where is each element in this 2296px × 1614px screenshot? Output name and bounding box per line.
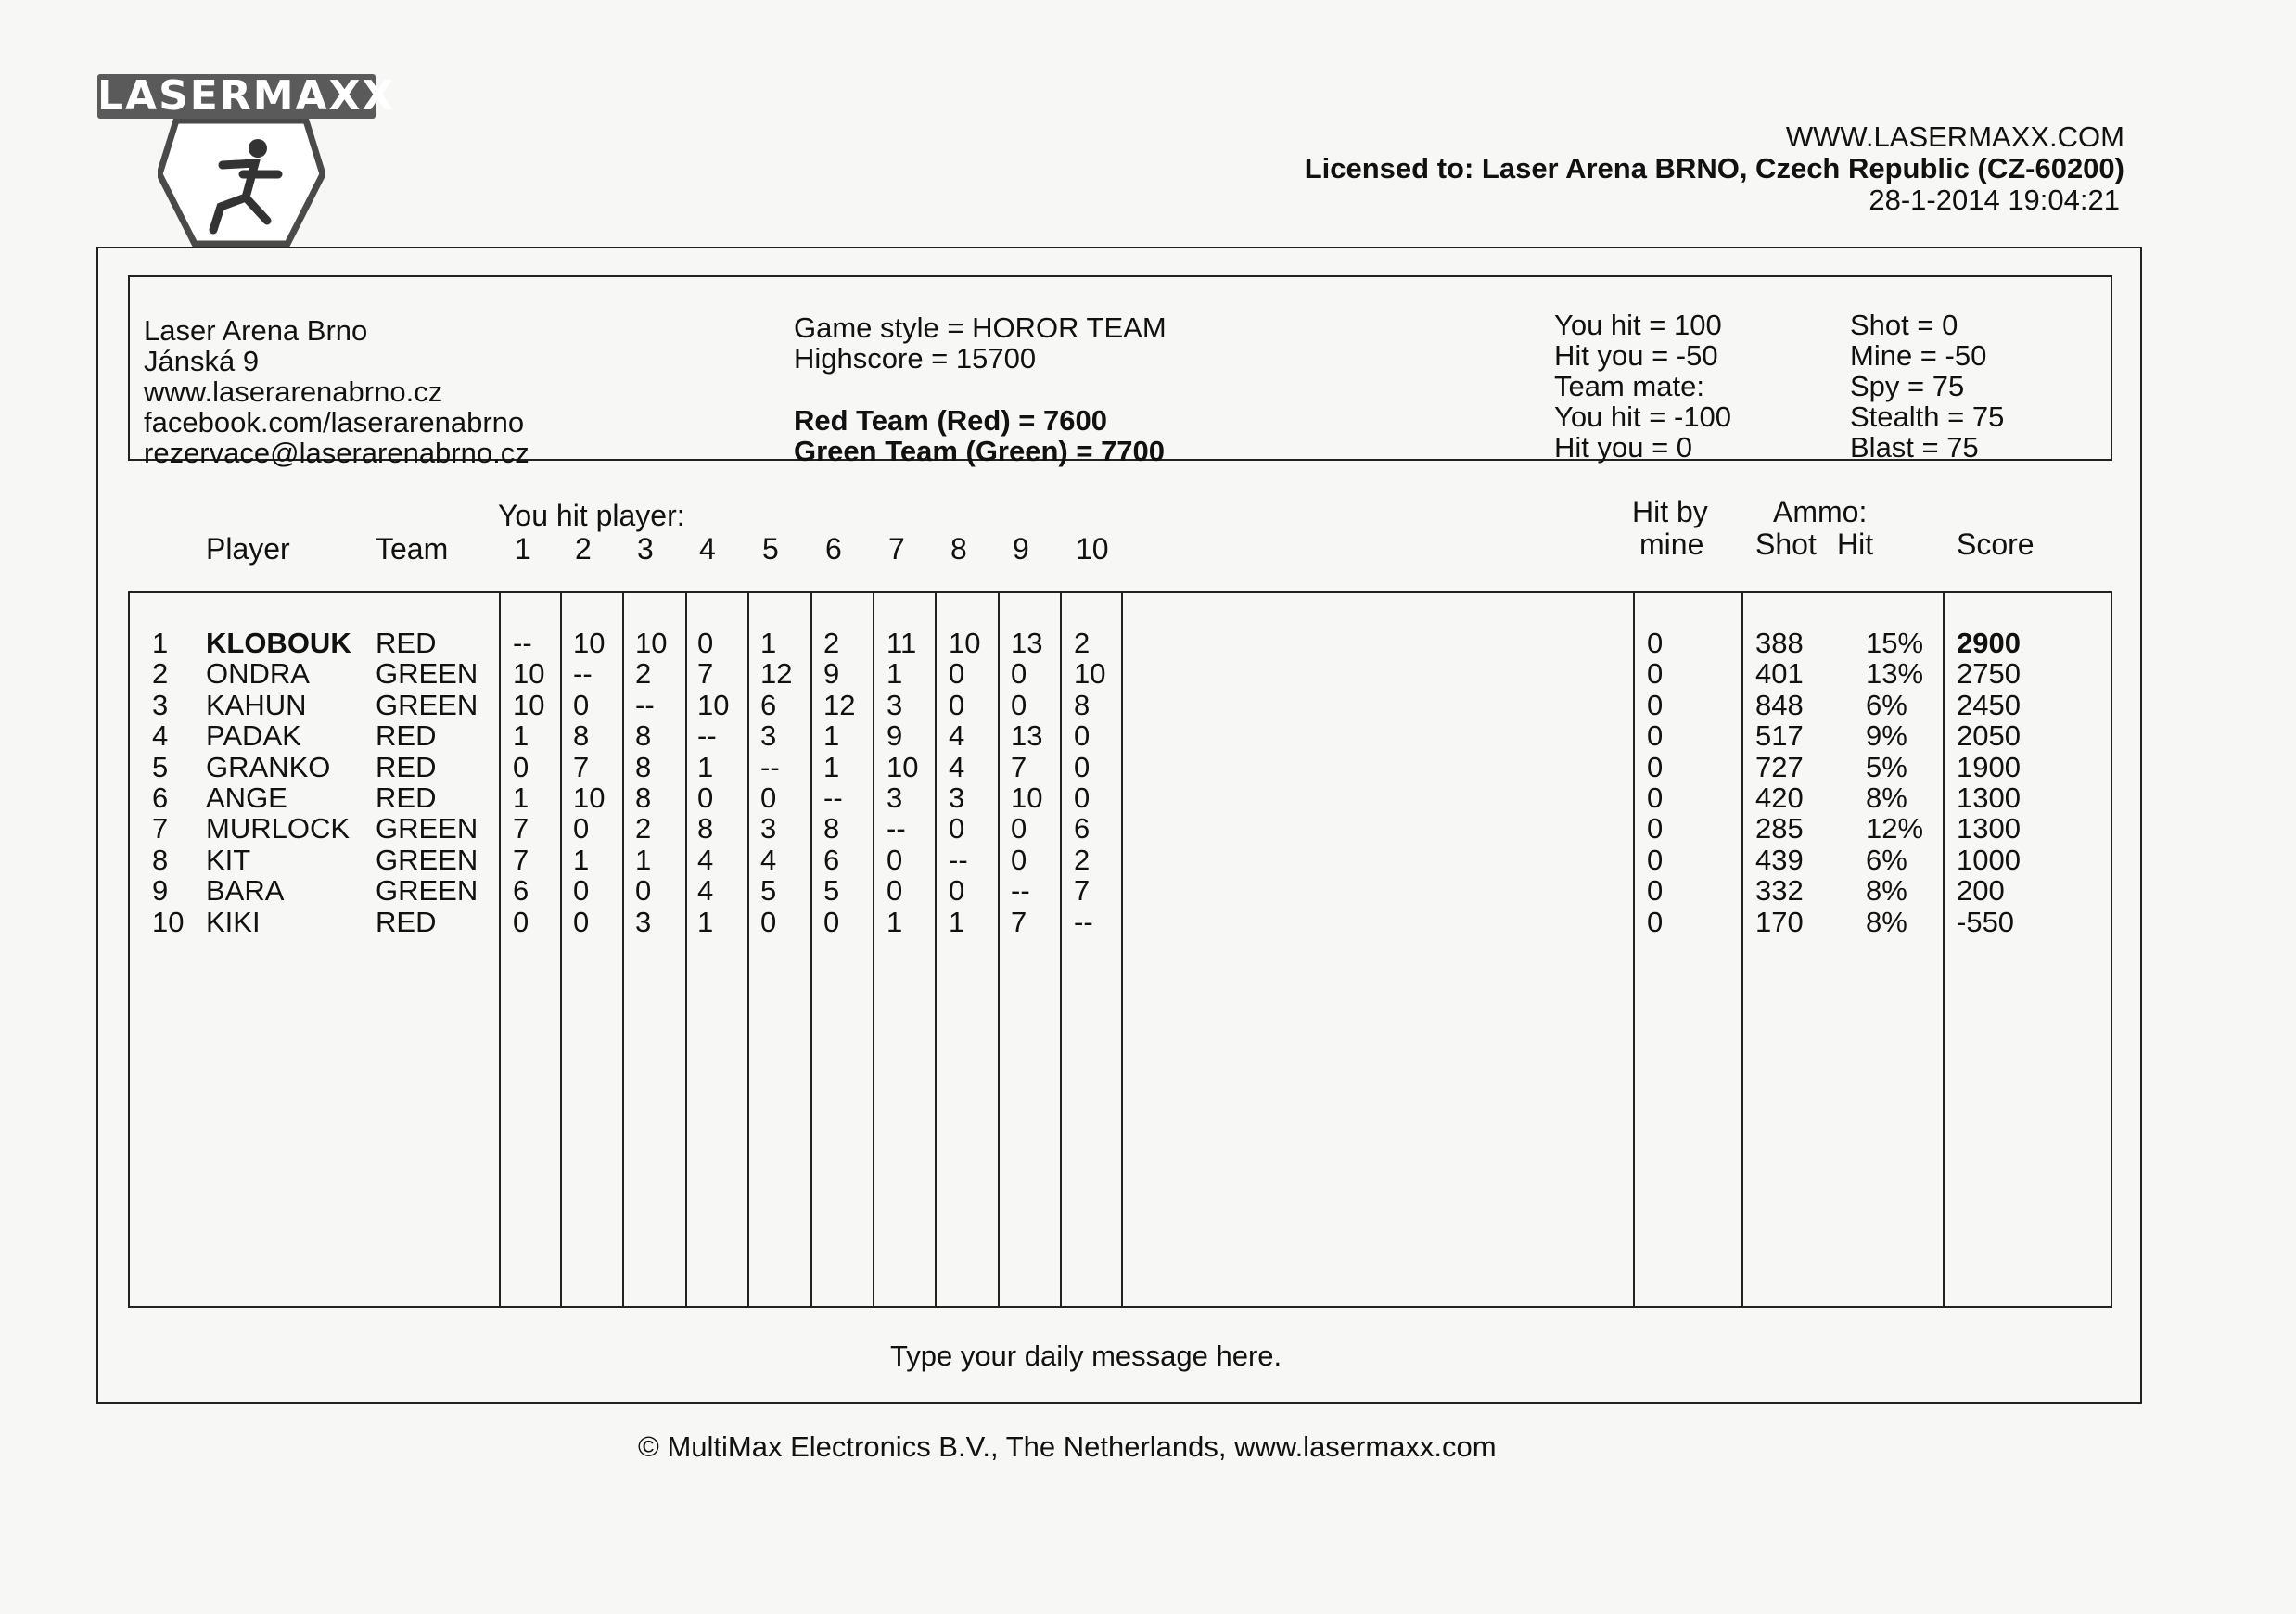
hits-on-player-7: 3: [887, 782, 903, 814]
hits-on-player-10: --: [1074, 905, 1093, 938]
player-name: BARA: [206, 874, 285, 908]
hits-on-player-10: 0: [1074, 750, 1091, 783]
hits-on-player-1: 1: [513, 782, 529, 814]
hits-on-player-10: 0: [1074, 782, 1091, 814]
player-name: GRANKO: [206, 750, 331, 783]
hits-on-player-1: 0: [513, 750, 529, 783]
hit-by-mine: 0: [1647, 657, 1664, 691]
hits-on-player-7: 9: [887, 719, 903, 753]
player-score: -550: [1957, 905, 2015, 938]
player-score: 1000: [1957, 843, 2021, 876]
arena-name: Laser Arena Brno: [144, 314, 368, 347]
player-rank: 7: [152, 812, 169, 845]
hits-on-player-1: 6: [513, 874, 529, 908]
hits-on-player-4: 1: [697, 750, 714, 783]
hits-on-player-7: 3: [887, 688, 903, 721]
player-team: GREEN: [376, 843, 478, 876]
daily-message: Type your daily message here.: [890, 1340, 1282, 1372]
score-header: Score: [1957, 527, 2035, 561]
hits-on-player-9: 0: [1011, 843, 1027, 876]
hit-by-mine: 0: [1647, 688, 1664, 721]
hit-by-mine: 0: [1647, 627, 1664, 659]
hit-by-mine: 0: [1647, 874, 1664, 908]
hits-on-player-5: 4: [760, 843, 777, 876]
hits-on-player-1: 1: [513, 719, 529, 753]
player-team: RED: [376, 750, 437, 783]
hits-on-player-2: 0: [573, 688, 590, 721]
hits-on-player-4: 7: [697, 657, 714, 691]
hits-on-player-7: 0: [887, 874, 903, 908]
hits-on-player-9: 0: [1011, 688, 1027, 721]
player-rank: 6: [152, 782, 169, 814]
hit-by-header: Hit by: [1632, 495, 1708, 528]
hits-on-player-3: 10: [635, 627, 668, 659]
arena-facebook: facebook.com/laserarenabrno: [144, 406, 525, 438]
hits-on-player-7: 0: [887, 843, 903, 876]
hits-on-player-7: 11: [887, 627, 917, 659]
hits-on-player-5: 5: [760, 874, 777, 908]
opponent-col-header-4: 4: [699, 532, 716, 566]
ammo-hit-pct: 6%: [1866, 688, 1907, 721]
hit-pct-header: Hit: [1837, 527, 1874, 561]
hits-on-player-2: 0: [573, 905, 590, 938]
hits-on-player-5: 0: [760, 782, 777, 814]
hits-on-player-8: 4: [949, 719, 965, 753]
player-rank: 2: [152, 657, 169, 691]
hits-on-player-2: 8: [573, 719, 590, 753]
opponent-col-header-10: 10: [1076, 532, 1109, 566]
opponent-col-header-1: 1: [515, 532, 531, 566]
hit-by-mine: 0: [1647, 719, 1664, 753]
hits-on-player-10: 0: [1074, 719, 1091, 753]
hits-on-player-6: --: [823, 782, 843, 814]
table-row: [0, 720, 2296, 751]
hits-on-player-1: 10: [513, 657, 545, 691]
hits-on-player-9: 7: [1011, 905, 1027, 938]
player-name: KLOBOUK: [206, 627, 351, 659]
player-rank: 1: [152, 627, 169, 659]
table-row: [0, 690, 2296, 720]
player-name: PADAK: [206, 719, 301, 753]
opponent-col-header-3: 3: [637, 532, 654, 566]
hits-on-player-5: 12: [760, 657, 793, 691]
ammo-shot: 517: [1755, 719, 1804, 753]
hits-on-player-10: 6: [1074, 812, 1091, 845]
hits-on-player-4: --: [697, 719, 717, 753]
opponent-col-header-5: 5: [762, 532, 779, 566]
hit-by-mine: 0: [1647, 750, 1664, 783]
hits-on-player-5: 3: [760, 812, 777, 845]
table-row: [0, 907, 2296, 937]
hits-on-player-2: 7: [573, 750, 590, 783]
hits-on-player-5: --: [760, 750, 780, 783]
hits-on-player-4: 10: [697, 688, 730, 721]
hits-on-player-5: 6: [760, 688, 777, 721]
table-row: [0, 752, 2296, 782]
ammo-hit-pct: 13%: [1866, 657, 1924, 691]
ammo-hit-pct: 12%: [1866, 812, 1924, 845]
website-header: WWW.LASERMAXX.COM: [1785, 121, 2124, 153]
player-rank: 10: [152, 905, 185, 938]
scoring-rule-left-2: Hit you = -50: [1554, 339, 1718, 372]
ammo-shot: 727: [1755, 750, 1804, 783]
player-rank: 4: [152, 719, 169, 753]
hits-on-player-3: --: [635, 688, 655, 721]
running-man-hexagon-icon: [158, 119, 325, 248]
player-rank: 5: [152, 750, 169, 783]
player-team: RED: [376, 719, 437, 753]
hits-on-player-10: 2: [1074, 843, 1091, 876]
hits-on-player-2: 0: [573, 812, 590, 845]
hit-by-mine: 0: [1647, 843, 1664, 876]
arena-street: Jánská 9: [144, 345, 260, 377]
hits-on-player-8: 0: [949, 874, 965, 908]
scoring-rule-right-2: Mine = -50: [1850, 339, 1987, 372]
table-row: [0, 658, 2296, 689]
player-name: KIKI: [206, 905, 261, 938]
player-team: GREEN: [376, 657, 478, 691]
hits-on-player-8: --: [949, 843, 968, 876]
hits-on-player-10: 2: [1074, 627, 1091, 659]
ammo-hit-pct: 8%: [1866, 905, 1907, 938]
hits-on-player-7: --: [887, 812, 906, 845]
hits-on-player-6: 6: [823, 843, 840, 876]
ammo-hit-pct: 9%: [1866, 719, 1907, 753]
opponent-col-header-7: 7: [888, 532, 905, 566]
ammo-hit-pct: 5%: [1866, 750, 1907, 783]
hits-on-player-1: 0: [513, 905, 529, 938]
ammo-shot: 388: [1755, 627, 1804, 659]
ammo-shot: 170: [1755, 905, 1804, 938]
player-rank: 8: [152, 843, 169, 876]
hits-on-player-1: 7: [513, 812, 529, 845]
player-name: KAHUN: [206, 688, 307, 721]
hits-on-player-5: 1: [760, 627, 777, 659]
player-team: RED: [376, 905, 437, 938]
hits-on-player-2: 0: [573, 874, 590, 908]
player-team: RED: [376, 782, 437, 814]
ammo-shot: 332: [1755, 874, 1804, 908]
team-col-header: Team: [376, 532, 449, 566]
hit-by-mine: 0: [1647, 812, 1664, 845]
player-team: GREEN: [376, 874, 478, 908]
hits-on-player-10: 7: [1074, 874, 1091, 908]
hit-by-mine: 0: [1647, 782, 1664, 814]
logo-wordmark: LASERMAXX: [97, 72, 396, 120]
hits-on-player-8: 3: [949, 782, 965, 814]
shot-header: Shot: [1755, 527, 1817, 561]
player-team: RED: [376, 627, 437, 659]
ammo-shot: 401: [1755, 657, 1804, 691]
player-name: ONDRA: [206, 657, 310, 691]
hits-on-player-9: 13: [1011, 627, 1043, 659]
ammo-shot: 848: [1755, 688, 1804, 721]
ammo-shot: 420: [1755, 782, 1804, 814]
hits-on-player-2: 1: [573, 843, 590, 876]
player-col-header: Player: [206, 532, 290, 566]
hits-on-player-3: 8: [635, 782, 652, 814]
table-row: [0, 845, 2296, 875]
player-score: 1300: [1957, 812, 2021, 845]
hits-on-player-8: 0: [949, 688, 965, 721]
player-rank: 9: [152, 874, 169, 908]
hits-on-player-9: 0: [1011, 812, 1027, 845]
you-hit-player-label: You hit player:: [498, 499, 685, 532]
player-score: 2450: [1957, 688, 2021, 721]
ammo-hit-pct: 6%: [1866, 843, 1907, 876]
table-row: [0, 628, 2296, 658]
ammo-hit-pct: 8%: [1866, 782, 1907, 814]
scoring-rule-left-3: Team mate:: [1554, 370, 1704, 402]
player-name: KIT: [206, 843, 251, 876]
hits-on-player-6: 12: [823, 688, 856, 721]
hits-on-player-8: 1: [949, 905, 965, 938]
hits-on-player-4: 0: [697, 627, 714, 659]
hits-on-player-7: 1: [887, 905, 903, 938]
player-score: 1300: [1957, 782, 2021, 814]
player-score: 2050: [1957, 719, 2021, 753]
scoring-rule-left-1: You hit = 100: [1554, 309, 1722, 341]
footer-copyright: © MultiMax Electronics B.V., The Netherlands, www.lasermaxx.com: [638, 1430, 1497, 1463]
hits-on-player-8: 0: [949, 657, 965, 691]
hits-on-player-10: 10: [1074, 657, 1106, 691]
hits-on-player-2: --: [573, 657, 593, 691]
hits-on-player-3: 0: [635, 874, 652, 908]
red-team-score: Red Team (Red) = 7600: [794, 404, 1107, 437]
mine-header: mine: [1639, 527, 1704, 561]
scoring-rule-left-4: You hit = -100: [1554, 400, 1732, 433]
hits-on-player-8: 4: [949, 750, 965, 783]
player-team: GREEN: [376, 688, 478, 721]
hits-on-player-6: 5: [823, 874, 840, 908]
player-name: MURLOCK: [206, 812, 351, 845]
player-name: ANGE: [206, 782, 287, 814]
hits-on-player-2: 10: [573, 627, 606, 659]
hits-on-player-6: 8: [823, 812, 840, 845]
hits-on-player-3: 8: [635, 719, 652, 753]
print-datetime: 28-1-2014 19:04:21: [1869, 184, 2120, 216]
ammo-shot: 439: [1755, 843, 1804, 876]
arena-email: rezervace@laserarenabrno.cz: [144, 437, 529, 469]
arena-web: www.laserarenabrno.cz: [144, 375, 443, 408]
ammo-hit-pct: 15%: [1866, 627, 1924, 659]
hits-on-player-8: 0: [949, 812, 965, 845]
green-team-score: Green Team (Green) = 7700: [794, 435, 1166, 467]
hits-on-player-6: 1: [823, 719, 840, 753]
game-style: Game style = HOROR TEAM: [794, 311, 1167, 344]
hits-on-player-9: 10: [1011, 782, 1043, 814]
hit-by-mine: 0: [1647, 905, 1664, 938]
hits-on-player-6: 9: [823, 657, 840, 691]
hits-on-player-9: 7: [1011, 750, 1027, 783]
hits-on-player-4: 8: [697, 812, 714, 845]
hits-on-player-6: 2: [823, 627, 840, 659]
scoring-rule-left-5: Hit you = 0: [1554, 431, 1693, 464]
ammo-header: Ammo:: [1773, 495, 1868, 528]
hits-on-player-3: 1: [635, 843, 652, 876]
opponent-col-header-8: 8: [950, 532, 967, 566]
opponent-col-header-9: 9: [1013, 532, 1029, 566]
table-row: [0, 813, 2296, 844]
hits-on-player-3: 3: [635, 905, 652, 938]
hits-on-player-3: 2: [635, 657, 652, 691]
hits-on-player-3: 2: [635, 812, 652, 845]
player-score: 2900: [1957, 627, 2021, 659]
hits-on-player-5: 3: [760, 719, 777, 753]
player-rank: 3: [152, 688, 169, 721]
player-score: 200: [1957, 874, 2005, 908]
hits-on-player-7: 1: [887, 657, 903, 691]
highscore: Highscore = 15700: [794, 342, 1037, 375]
scoring-rule-right-4: Stealth = 75: [1850, 400, 2005, 433]
table-row: [0, 782, 2296, 813]
player-score: 2750: [1957, 657, 2021, 691]
hits-on-player-1: 10: [513, 688, 545, 721]
hits-on-player-7: 10: [887, 750, 919, 783]
opponent-col-header-6: 6: [825, 532, 842, 566]
scoring-rule-right-3: Spy = 75: [1850, 370, 1965, 402]
player-score: 1900: [1957, 750, 2021, 783]
scoring-rule-right-1: Shot = 0: [1850, 309, 1958, 341]
hits-on-player-4: 1: [697, 905, 714, 938]
hits-on-player-6: 1: [823, 750, 840, 783]
hits-on-player-10: 8: [1074, 688, 1091, 721]
hits-on-player-1: --: [513, 627, 532, 659]
hits-on-player-5: 0: [760, 905, 777, 938]
table-row: [0, 875, 2296, 906]
hits-on-player-2: 10: [573, 782, 606, 814]
hits-on-player-6: 0: [823, 905, 840, 938]
hits-on-player-4: 0: [697, 782, 714, 814]
hits-on-player-9: 0: [1011, 657, 1027, 691]
licensed-to: Licensed to: Laser Arena BRNO, Czech Republic (CZ-60200): [1304, 152, 2124, 184]
ammo-shot: 285: [1755, 812, 1804, 845]
hits-on-player-3: 8: [635, 750, 652, 783]
hits-on-player-1: 7: [513, 843, 529, 876]
scoring-rule-right-5: Blast = 75: [1850, 431, 1979, 464]
hits-on-player-9: --: [1011, 874, 1030, 908]
hits-on-player-9: 13: [1011, 719, 1043, 753]
hits-on-player-4: 4: [697, 843, 714, 876]
ammo-hit-pct: 8%: [1866, 874, 1907, 908]
player-team: GREEN: [376, 812, 478, 845]
hits-on-player-4: 4: [697, 874, 714, 908]
hits-on-player-8: 10: [949, 627, 981, 659]
opponent-col-header-2: 2: [575, 532, 592, 566]
